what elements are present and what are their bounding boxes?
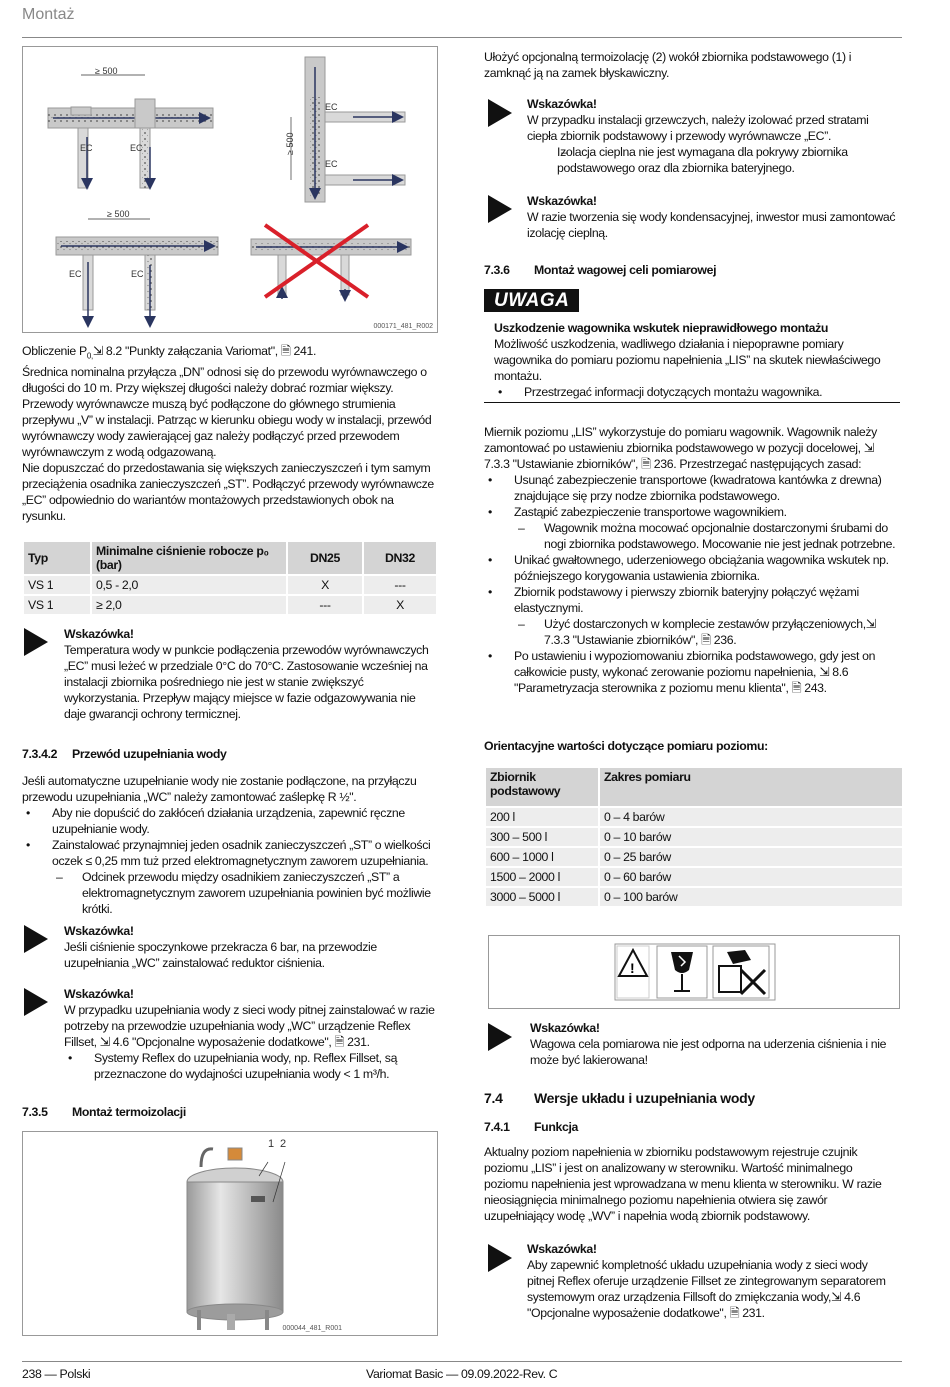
paragraph-function: Aktualny poziom napełnienia w zbiorniku podstawowym rejestruje czujnik poziomu „LIS” i jest on analizowany w sterowniku. Wartość minimalnego poziomu napełnienia jest wprowadzana w menu klienta w sterowniku. W razie nieosiągnięcia minimalnego poziomu napełnienia otwiera się zawór uzupełniający wodę „WV” i napełnia wodą zbiornik podstawowy. bbox=[484, 1145, 882, 1223]
fig2-label-1: 1 bbox=[268, 1138, 275, 1150]
table-row: 3000 – 5000 l 0 – 100 barów bbox=[486, 888, 902, 906]
list-item: • Zainstalować przynajmniej jeden osadnik zanieczyszczeń „ST” o wielkości oczek ≤ 0,25 mm tuż przed elektromagnetycznym zaworem uzupełniania. bbox=[22, 837, 432, 869]
page-icon: 🗎 bbox=[334, 1035, 345, 1049]
table-row: 300 – 500 l 0 – 10 barów bbox=[486, 828, 902, 846]
tank-diagram bbox=[23, 1132, 437, 1335]
warning-triangle-icon bbox=[617, 946, 649, 998]
list-item: – Użyć dostarczonych w komplecie zestawów przyłączeniowych,⇲ 7.3.3 "Ustawianie zbiorników", 🗎 236. bbox=[484, 616, 898, 648]
section-heading-7-4: 7.4 Wersje układu i uzupełniania wody bbox=[484, 1090, 755, 1106]
link-ref-4-6[interactable]: 4.6 "Opcjonalne wyposażenie dodatkowe", bbox=[527, 1290, 861, 1320]
figure-thermal-insulation bbox=[22, 1131, 438, 1336]
orientation-values-heading: Orientacyjne wartości dotyczące pomiaru poziomu: bbox=[484, 739, 768, 753]
list-item: • Przestrzegać informacji dotyczących montażu wagownika. bbox=[494, 384, 900, 400]
footer-rule bbox=[22, 1361, 902, 1362]
link-ref-7-3-3[interactable]: 7.3.3 "Ustawianie zbiorników", bbox=[544, 633, 702, 647]
fig1-label-ge500-a: ≥ 500 bbox=[95, 66, 118, 76]
table-row: 600 – 1000 l 0 – 25 barów bbox=[486, 848, 902, 866]
link-ref-8-6[interactable]: 8.6 "Parametryzacja sterownika z poziomu menu klienta", bbox=[514, 665, 849, 695]
table-row: 1500 – 2000 l 0 – 60 barów bbox=[486, 868, 902, 886]
link-ref-7-3-3[interactable]: 7.3.3 "Ustawianie zbiorników", bbox=[484, 457, 642, 471]
page-header-title: Montaż bbox=[22, 6, 75, 23]
table-header-row bbox=[24, 542, 436, 574]
table-row: VS 1 ≥ 2,0 --- X bbox=[24, 596, 436, 614]
hint-pressure-reducer: Wskazówka! Jeśli ciśnienie spoczynkowe przekracza 6 bar, na przewodzie uzupełniania „WC” zainstalować reduktor ciśnienia. bbox=[64, 924, 377, 970]
weighing-cell-section: Miernik poziomu „LIS” wykorzystuje do pomiaru wagownik. Wagownik należy zamontować po ustawieniu zbiornika podstawowego w pozycji docelowej, ⇲ 7.3.3 "Ustawianie zbiorników", 🗎 236. Przestrzegać następujących zasad: • Usunąć zabezpieczenie transportowe (kwadratowa kantówka z drewna) znajdujące się przy nodze zbiornika podstawowego. • Zastąpić zabezpieczenie transportowe wagownikiem. – Wagownik można mocować opcjonalnie dostarczonymi śrubami do nogi zbiornika podstawowego. Mocowanie nie jest jednak potrzebne. • Unikać gwałtownego, uderzeniowego obciążania wagownika wskutek np. późniejszego korygowania ustawienia zbiornika. • Zbiornik podstawowy i pierwszy zbiornik bateryjny połączyć wężami elastycznymi. – Użyć dostarczonych w komplecie zestawów przyłączeniowych,⇲ 7.3.3 "Ustawianie zbiorników", 🗎 236. • Po ustawieniu i wypoziomowaniu zbiornika podstawowego, gdy jest on całkowicie pusty, wykonać zerowanie poziomu napełnienia, ⇲ 8.6 "Parametryzacja sterownika z poziomu menu klienta", 🗎 243. bbox=[484, 424, 898, 696]
section-heading-7-3-5: 7.3.5 Montaż termoizolacji bbox=[22, 1105, 186, 1119]
footer-document-title: Variomat Basic — 09.09.2022-Rev. C bbox=[366, 1367, 558, 1381]
figure-ec-connections bbox=[22, 46, 438, 333]
table-header-row bbox=[486, 768, 902, 806]
fig2-label-2: 2 bbox=[280, 1138, 287, 1150]
hint-condensation: Wskazówka! W razie tworzenia się wody kondensacyjnej, inwestor musi zamontować izolację cieplną. bbox=[527, 194, 896, 240]
ref-arrow-icon: ⇲ bbox=[865, 617, 876, 631]
refill-section-body: Jeśli automatyczne uzupełnianie wody nie zostanie podłączone, na przyłączu przewodu uzupełniania „WC” należy zamontować zaślepkę R ½". • Aby nie dopuścić do zakłóceń działania urządzenia, zapewnić ręczne uzupełnianie wody. • Zainstalować przynajmniej jeden osadnik zanieczyszczeń „ST” o wielkości oczek ≤ 0,25 mm tuż przed elektromagnetycznym zaworem uzupełniania. – Odcinek przewodu między osadnikiem zanieczyszczeń „ST” a elektromagnetycznym zaworem uzupełniania powinien być możliwie krótki. bbox=[22, 773, 432, 917]
list-item: • Zastąpić zabezpieczenie transportowe wagownikiem. bbox=[484, 504, 898, 520]
figure-id: 000171_481_R002 bbox=[373, 323, 433, 330]
footer-page-number: 238 — Polski bbox=[22, 1367, 91, 1381]
ec-connections-diagram bbox=[23, 47, 437, 332]
list-item: – Odcinek przewodu między osadnikiem zanieczyszczeń „ST” a elektromagnetycznym zaworem uzupełniania powinien być możliwie krótki. bbox=[22, 869, 432, 917]
no-paint-icon bbox=[713, 946, 769, 998]
link-ref-4-6[interactable]: 4.6 "Opcjonalne wyposażenie dodatkowe", bbox=[109, 1035, 335, 1049]
table-header: DN32 bbox=[364, 542, 436, 574]
table-header: Typ bbox=[24, 542, 90, 574]
warning-content: Uszkodzenie wagownika wskutek nieprawidłowego montażu Możliwość uszkodzenia, wadliwego działania i niepoprawne pomiary wagownika do pomiaru poziomu napełnienia „LIS” na skutek niewłaściwego montażu. • Przestrzegać informacji dotyczących montażu wagownika. bbox=[494, 320, 900, 400]
reflex-logo bbox=[251, 1196, 265, 1202]
hint-arrow-icon bbox=[488, 1244, 512, 1272]
table-header: Zakres pomiaru bbox=[600, 768, 902, 806]
ref-arrow-icon: ⇲ bbox=[863, 441, 874, 455]
list-item: • Po ustawieniu i wypoziomowaniu zbiornika podstawowego, gdy jest on całkowicie pusty, wykonać zerowanie poziomu napełnienia, ⇲ 8.6 "Parametryzacja sterownika z poziomu menu klienta", 🗎 243. bbox=[484, 648, 898, 696]
hint-weighing-cell: Wskazówka! Wagowa cela pomiarowa nie jest odporna na uderzenia ciśnienia i nie może być lakierowana! bbox=[530, 1021, 887, 1067]
list-item: • Systemy Reflex do uzupełniania wody, np. Reflex Fillset, są przeznaczone do wydajności uzupełniania wody < 1 m³/h. bbox=[64, 1050, 440, 1082]
section-heading-7-3-4-2: 7.3.4.2 Przewód uzupełniania wody bbox=[22, 747, 227, 761]
page-icon: 🗎 bbox=[701, 633, 711, 647]
paragraph-dirt: Nie dopuszczać do przedostawania się większych zanieczyszczeń i tym samym przeciążenia osadnika zanieczyszczeń „ST”. Podłączyć przewody wyrównawcze „EC” odpowiednio do wariantów montażowych przedstawionych obok na rysunku. bbox=[22, 461, 434, 524]
page-icon: 🗎 bbox=[791, 681, 802, 695]
warning-rule bbox=[484, 402, 900, 403]
list-item: • Zbiornik podstawowy i pierwszy zbiornik bateryjny połączyć wężami elastycznymi. bbox=[484, 584, 898, 616]
list-item: – Wagownik można mocować opcjonalnie dostarczonymi śrubami do nogi zbiornika podstawowego. Mocowanie nie jest jednak potrzebne. bbox=[484, 520, 898, 552]
fig1-label-ec-c1: EC bbox=[69, 269, 82, 279]
hint-temperature: Wskazówka! Temperatura wody w punkcie podłączenia przewodów wyrównawczych „EC” musi leżeć w przedziale 0°C do 70°C. Zastosowanie wcześniej na instalacji zbiornika pośredniego nie jest w stanie zwiększyć wykorzystania. Przepływ mający miejsce w fazie odgazowywania nie daje gwarancji ochrony termicznej. bbox=[64, 627, 429, 721]
left-column-top bbox=[22, 343, 436, 524]
link-ref-8-2[interactable]: 8.2 "Punkty załączania Variomat", bbox=[102, 344, 281, 358]
table-header: DN25 bbox=[288, 542, 362, 574]
list-item: – Izolacja cieplna nie jest wymagana dla pokrywy zbiornika podstawowego oraz dla zbiornika bateryjnego. bbox=[527, 144, 899, 176]
paragraph-insulation-zip: Ułożyć opcjonalną termoizolację (2) wokół zbiornika podstawowego (1) i zamknąć ją na zamek błyskawiczny. bbox=[484, 50, 852, 80]
level-range-table bbox=[484, 766, 904, 908]
list-item: • Usunąć zabezpieczenie transportowe (kwadratowa kantówka z drewna) znajdujące się przy nodze zbiornika podstawowego. bbox=[484, 472, 898, 504]
section-heading-7-4-1: 7.4.1 Funkcja bbox=[484, 1120, 579, 1134]
ref-arrow-icon: ⇲ bbox=[819, 665, 830, 679]
page-icon: 🗎 bbox=[280, 344, 291, 358]
fig1-label-ec-b1: EC bbox=[325, 102, 338, 112]
hint-arrow-icon bbox=[488, 99, 512, 127]
paragraph-flow: Przewody wyrównawcze muszą być podłączone do głównego strumienia przepływu „V” w instalacji. Patrząc w kierunku obiegu wody w instalacji, przewód wyrównawczy wody zawierającej gaz należy podłączyć przed przewodem wyrównawczym z wodą odgazowaną. bbox=[22, 397, 432, 460]
hint-fillset: Wskazówka! W przypadku uzupełniania wody z sieci wody pitnej zainstalować w razie potrzeby na przewodzie uzupełniania wody „WC” urządzenie Reflex Fillset, ⇲ 4.6 "Opcjonalne wyposażenie dodatkowe", 🗎 231. • Systemy Reflex do uzupełniania wody, np. Reflex Fillset, są przeznaczone do wydajności uzupełniania wody < 1 m³/h. bbox=[64, 986, 440, 1082]
safety-pictograms bbox=[488, 935, 900, 1009]
warning-label: UWAGA bbox=[484, 290, 579, 312]
table-row: 200 l 0 – 4 barów bbox=[486, 808, 902, 826]
hint-arrow-icon bbox=[24, 628, 48, 656]
page-icon: 🗎 bbox=[729, 1306, 740, 1320]
hint-arrow-icon bbox=[24, 925, 48, 953]
paragraph-dn: Średnica nominalna przyłącza „DN” odnosi się do przewodu wyrównawczego o długości do 10 m. Przy większej długości należy dobrać rozmiar większy. bbox=[22, 365, 427, 396]
table-row: VS 1 0,5 - 2,0 X --- bbox=[24, 576, 436, 594]
fig1-label-ge500-b: ≥ 500 bbox=[285, 132, 295, 155]
svg-text:!: ! bbox=[630, 960, 635, 976]
page-icon: 🗎 bbox=[641, 457, 651, 471]
paragraph-calc: Obliczenie $P_{0,}⇲$ 8.2 "Punkty załączania Variomat", 🗎 241. bbox=[22, 344, 317, 361]
ref-arrow-icon: ⇲ bbox=[99, 1035, 110, 1049]
table-header: Minimalne ciśnienie robocze p₀ (bar) bbox=[92, 542, 286, 574]
section-heading-7-3-6: 7.3.6 Montaż wagowej celi pomiarowej bbox=[484, 263, 717, 277]
list-item: • Aby nie dopuścić do zakłóceń działania urządzenia, zapewnić ręczne uzupełnianie wody. bbox=[22, 805, 432, 837]
fig1-label-ec-a2: EC bbox=[130, 143, 143, 153]
list-item: • Unikać gwałtownego, uderzeniowego obciążania wagownika wskutek np. późniejszego korygowania ustawienia zbiornika. bbox=[484, 552, 898, 584]
min-pressure-table bbox=[22, 540, 438, 616]
fig1-label-ge500-c: ≥ 500 bbox=[107, 209, 130, 219]
hint-arrow-icon bbox=[24, 988, 48, 1016]
fig1-label-ec-c2: EC bbox=[131, 269, 144, 279]
ref-arrow-icon: ⇲ bbox=[92, 344, 103, 358]
hint-arrow-icon bbox=[488, 195, 512, 223]
fig1-label-ec-a1: EC bbox=[80, 143, 93, 153]
fragile-glass-icon bbox=[657, 946, 707, 998]
header-rule bbox=[22, 37, 902, 38]
hint-fillset-fillsoft: Wskazówka! Aby zapewnić kompletność układu uzupełniania wody z sieci wody pitnej Reflex oferuje urządzenie Fillset ze zintegrowanym separatorem systemowym oraz urządzenia Fillsoft do zmiękczania wody,⇲ 4.6 "Opcjonalne wyposażenie dodatkowe", 🗎 231. bbox=[527, 1242, 886, 1320]
table-header: Zbiornik podstawowy bbox=[486, 768, 598, 806]
figure-id: 000044_481_R001 bbox=[282, 1325, 342, 1332]
fig1-label-ec-b2: EC bbox=[325, 159, 338, 169]
hint-arrow-icon bbox=[488, 1023, 512, 1051]
hint-heating-insulation: Wskazówka! W przypadku instalacji grzewczych, należy izolować przed stratami ciepła zbiornik podstawowy i przewody wyrównawcze „EC”. – Izolacja cieplna nie jest wymagana dla pokrywy zbiornika podstawowego oraz dla zbiornika bateryjnego. bbox=[527, 96, 899, 176]
ref-arrow-icon: ⇲ bbox=[831, 1290, 842, 1304]
